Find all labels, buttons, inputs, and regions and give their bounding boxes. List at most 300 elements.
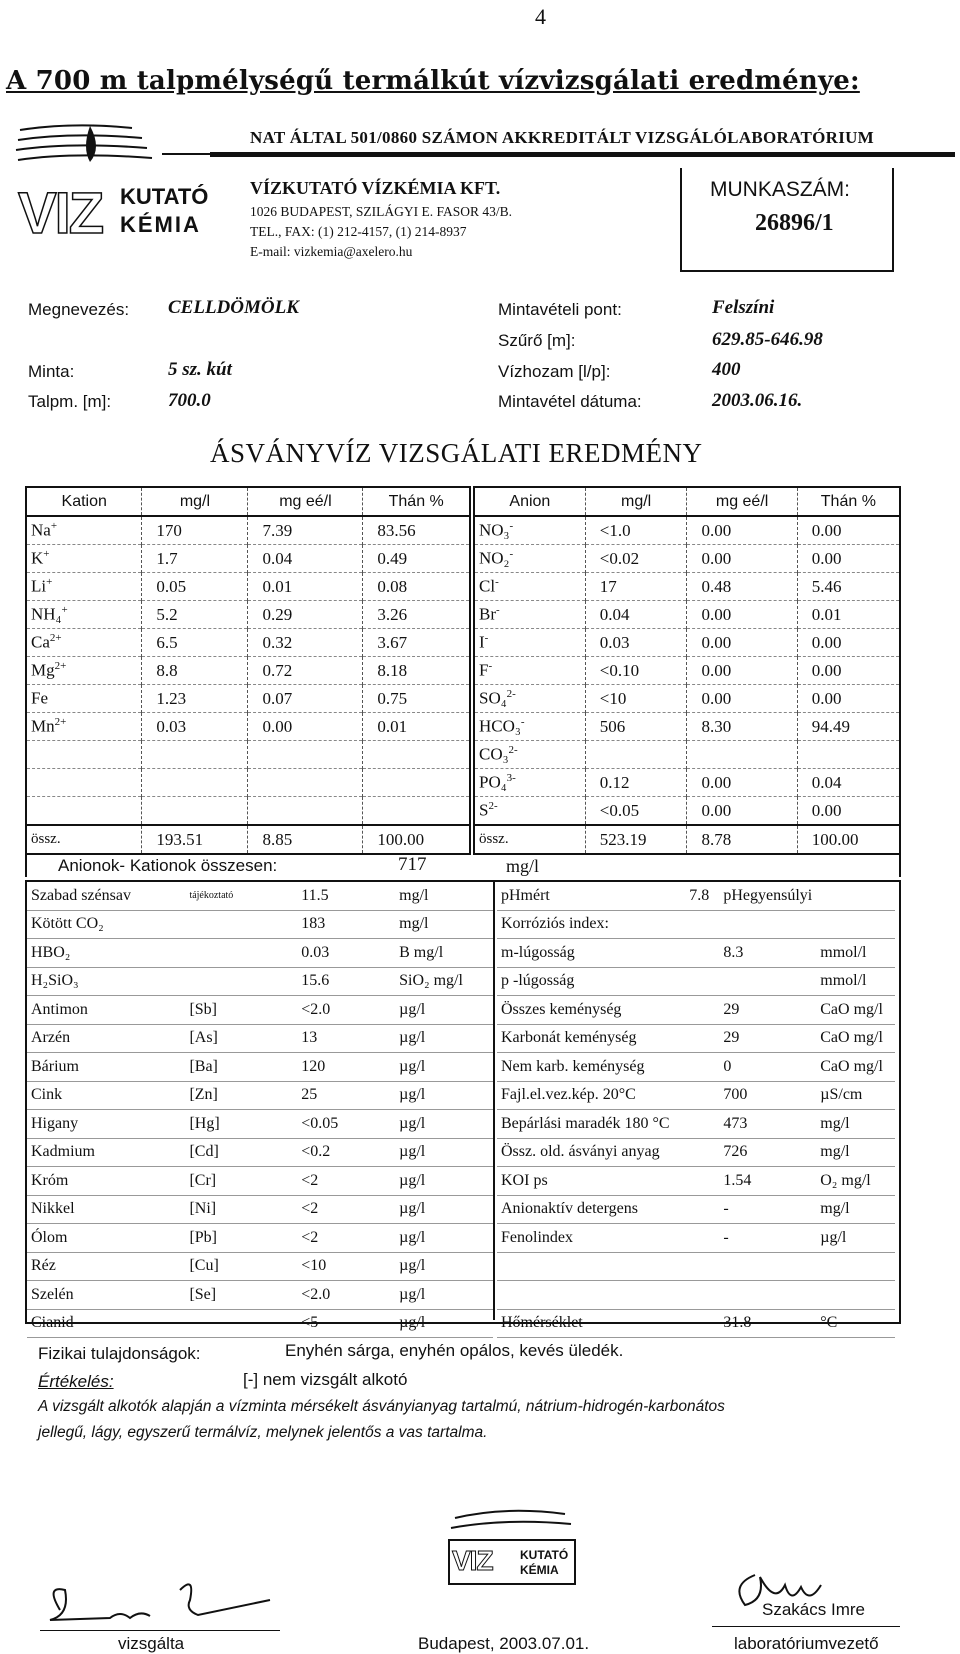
header-cell: Kation — [61, 492, 107, 510]
param-cell: mg/l — [820, 1200, 850, 1218]
ion-cell — [475, 657, 585, 685]
ion-cell — [27, 797, 142, 826]
param-row — [27, 1110, 493, 1139]
param-cell: - — [723, 1200, 729, 1218]
vizhozam-value: 400 — [712, 359, 741, 380]
value-cell: 0.00 — [687, 601, 797, 629]
param-cell: 7.8 — [689, 886, 710, 904]
fizikai-value: Enyhén sárga, enyhén opálos, kevés üledék. — [285, 1341, 624, 1360]
param-cell — [185, 967, 297, 996]
value-cell: 0.01 — [797, 601, 899, 629]
param-cell: °C — [820, 1314, 838, 1332]
ion-charge: - — [495, 576, 499, 589]
param-cell: Cianid — [31, 1314, 74, 1332]
param-cell: 700 — [723, 1086, 748, 1104]
datum-label: Mintavétel dátuma: — [498, 392, 642, 411]
param-cell: Szelén — [31, 1285, 74, 1303]
value-cell — [585, 741, 687, 769]
table-row — [475, 516, 899, 545]
ion-cell — [27, 769, 142, 797]
param-cell — [685, 1053, 719, 1082]
logo-viz: VIZ — [18, 181, 103, 246]
param-cell: Bepárlási maradék 180 °C — [501, 1114, 670, 1132]
value-cell: <10 — [585, 685, 687, 713]
table-row — [27, 769, 469, 797]
param-row — [27, 1081, 493, 1110]
value-cell — [797, 741, 899, 769]
page-number: 4 — [535, 4, 546, 29]
param-cell: pHmért — [501, 886, 550, 904]
param-row — [497, 1024, 895, 1053]
logo-kutato: KUTATÓ — [120, 184, 209, 209]
value-cell: 5.46 — [797, 573, 899, 601]
value-cell: 3.67 — [363, 629, 469, 657]
param-cell: µg/l — [399, 1086, 426, 1104]
value-cell: 0.01 — [248, 573, 363, 601]
param-cell — [497, 1252, 685, 1281]
table-header-row — [475, 488, 899, 516]
company-name: VÍZKUTATÓ VÍZKÉMIA KFT. — [250, 178, 501, 198]
param-row — [27, 1053, 493, 1082]
value-cell: 0.00 — [797, 657, 899, 685]
sum-cell: 193.51 — [142, 825, 248, 853]
param-cell: Fenolindex — [501, 1228, 573, 1246]
value-cell — [363, 797, 469, 826]
param-cell — [685, 1224, 719, 1253]
cation-table — [27, 488, 469, 853]
total-value: 717 — [398, 854, 427, 875]
sum-cell: 523.19 — [585, 825, 687, 853]
head-line — [712, 1626, 900, 1627]
head-role: laboratóriumvezető — [734, 1634, 879, 1653]
param-cell: 15.6 — [301, 972, 330, 990]
value-cell: 0.00 — [797, 516, 899, 545]
szuro-label: Szűrő [m]: — [498, 331, 576, 350]
anion-table — [475, 488, 899, 853]
param-cell: [Ba] — [189, 1057, 218, 1075]
ion-cell — [27, 685, 142, 713]
param-cell: Arzén — [31, 1029, 71, 1047]
left-params-table — [27, 882, 493, 1338]
table-row — [475, 797, 899, 826]
param-row — [497, 882, 895, 910]
value-cell: <0.05 — [585, 797, 687, 826]
value-cell: 0.07 — [248, 685, 363, 713]
ion-charge: + — [43, 548, 50, 561]
table-row — [27, 741, 469, 769]
table-row — [475, 601, 899, 629]
param-row — [497, 910, 895, 939]
header-cell: Anion — [509, 492, 551, 510]
value-cell: 6.5 — [142, 629, 248, 657]
param-cell: mg/l — [820, 1114, 850, 1132]
value-cell: 7.39 — [248, 516, 363, 545]
param-row — [497, 1309, 895, 1338]
table-row — [475, 685, 899, 713]
param-cell: <5 — [301, 1314, 319, 1332]
ion-cell — [475, 685, 585, 713]
value-cell: 1.7 — [142, 545, 248, 573]
value-cell: 0.00 — [687, 797, 797, 826]
value-cell: 0.03 — [142, 713, 248, 741]
param-cell: Cink — [31, 1086, 63, 1104]
param-cell: µg/l — [399, 1000, 426, 1018]
ion-name: S — [479, 800, 489, 820]
param-cell: [Pb] — [189, 1228, 217, 1246]
ion-cell — [475, 545, 585, 573]
param-cell — [719, 910, 816, 939]
value-cell: 0.00 — [797, 685, 899, 713]
param-cell — [816, 882, 895, 910]
table-row — [475, 741, 899, 769]
table-row — [27, 601, 469, 629]
param-cell: µg/l — [399, 1285, 426, 1303]
value-cell: 170 — [142, 516, 248, 545]
evaluation-line-2: jellegű, lágy, egyszerű termálvíz, melynek jelentős a vas tartalma. — [38, 1424, 488, 1441]
param-cell: CaO mg/l — [820, 1000, 883, 1018]
value-cell: 0.72 — [248, 657, 363, 685]
value-cell: 0.29 — [248, 601, 363, 629]
ion-charge: 2+ — [49, 632, 62, 645]
param-cell: mg/l — [820, 1143, 850, 1161]
value-cell: 0.75 — [363, 685, 469, 713]
value-cell — [248, 741, 363, 769]
param-cell — [816, 1281, 895, 1310]
param-row — [497, 1110, 895, 1139]
table-row — [27, 713, 469, 741]
value-cell — [248, 797, 363, 826]
param-cell: [Cd] — [189, 1143, 219, 1161]
stamp-kutato: KUTATÓ — [520, 1548, 569, 1562]
param-cell: µg/l — [399, 1057, 426, 1075]
value-cell: 94.49 — [797, 713, 899, 741]
param-cell: Szabad szénsav — [31, 886, 131, 904]
table-row — [27, 685, 469, 713]
param-cell: <2.0 — [301, 1285, 331, 1303]
param-cell — [719, 1252, 816, 1281]
value-cell: 8.30 — [687, 713, 797, 741]
param-cell: µg/l — [399, 1114, 426, 1132]
param-cell: B mg/l — [399, 943, 444, 961]
ertekeles-label: Értékelés: — [38, 1372, 114, 1391]
section-title: ÁSVÁNYVÍZ VIZSGÁLATI EREDMÉNY — [210, 438, 703, 468]
param-cell — [185, 939, 297, 968]
param-cell: 25 — [301, 1086, 318, 1104]
param-row — [497, 1224, 895, 1253]
param-row — [27, 1167, 493, 1196]
param-cell: 8.3 — [723, 943, 744, 961]
param-cell: SiO₂ mg/l — [399, 972, 463, 990]
ion-cell — [27, 545, 142, 573]
legend-note: [-] nem vizsgált alkotó — [243, 1370, 408, 1389]
ion-cell — [27, 657, 142, 685]
param-cell: 473 — [723, 1114, 748, 1132]
sum-cell: 8.85 — [248, 825, 363, 853]
total-label: Anionok- Kationok összesen: — [58, 856, 278, 875]
value-cell: <0.10 — [585, 657, 687, 685]
param-row — [497, 996, 895, 1025]
ion-charge: - — [509, 520, 514, 533]
value-cell: 506 — [585, 713, 687, 741]
param-cell: [Cr] — [189, 1171, 217, 1189]
ion-name: NO₃ — [479, 520, 510, 540]
sum-cell: 8.78 — [687, 825, 797, 853]
sum-cell: 100.00 — [363, 825, 469, 853]
param-cell: µg/l — [399, 1257, 426, 1275]
ion-name: Ca — [31, 632, 50, 652]
param-cell: mg/l — [399, 886, 429, 904]
value-cell — [687, 741, 797, 769]
header-cell: Thán % — [797, 488, 899, 516]
param-cell: 29 — [723, 1029, 740, 1047]
value-cell: 0.00 — [687, 657, 797, 685]
megnevezes-label: Megnevezés: — [28, 300, 130, 319]
params-divider — [493, 880, 495, 1320]
param-row — [497, 1281, 895, 1310]
stamp-kemia: KÉMIA — [520, 1563, 559, 1577]
logo-kemia: KÉMIA — [120, 212, 201, 237]
value-cell: 0.00 — [797, 797, 899, 826]
value-cell: 0.00 — [687, 516, 797, 545]
mintaveteli-label: Mintavételi pont: — [498, 300, 622, 319]
city-date: Budapest, 2003.07.01. — [418, 1634, 590, 1653]
page-title: A 700 m talpmélységű termálkút vízvizsgálati eredménye: — [6, 66, 860, 96]
value-cell: 0.00 — [797, 629, 899, 657]
param-row — [497, 1195, 895, 1224]
value-cell: 0.01 — [363, 713, 469, 741]
param-cell: m-lúgosság — [501, 943, 575, 961]
param-cell: µg/l — [399, 1314, 426, 1332]
param-cell — [685, 1138, 719, 1167]
ion-charge: + — [46, 576, 53, 589]
value-cell: 1.23 — [142, 685, 248, 713]
param-cell: <10 — [301, 1257, 327, 1275]
param-cell — [185, 910, 297, 939]
param-cell — [685, 1309, 719, 1338]
ion-charge: 2- — [508, 744, 518, 757]
value-cell — [363, 769, 469, 797]
work-number-label: MUNKASZÁM: — [710, 178, 851, 201]
param-cell: µg/l — [399, 1200, 426, 1218]
value-cell: 0.08 — [363, 573, 469, 601]
param-cell: Antimon — [31, 1000, 88, 1018]
megnevezes-value: CELLDÖMÖLK — [168, 297, 299, 318]
table-row — [475, 713, 899, 741]
param-cell: Anionaktív detergens — [501, 1200, 639, 1218]
table-header-row — [27, 488, 469, 516]
header-cell: mg eé/l — [687, 488, 797, 516]
ion-name: F — [479, 660, 489, 680]
ion-cell — [475, 769, 585, 797]
param-cell: Korróziós index: — [501, 915, 609, 933]
table-row — [27, 797, 469, 826]
evaluation-line-1: A vizsgált alkotók alapján a vízminta mérsékelt ásványianyag tartalmú, nátrium-hidrogén-karbonátos — [38, 1398, 725, 1415]
param-cell: <0.2 — [301, 1143, 331, 1161]
sum-cell: össz. — [31, 831, 61, 847]
sum-cell: össz. — [479, 831, 509, 847]
param-cell: [Cu] — [189, 1257, 219, 1275]
table-row — [475, 545, 899, 573]
param-row — [27, 1024, 493, 1053]
ion-charge: - — [488, 660, 493, 673]
value-cell: 0.49 — [363, 545, 469, 573]
param-cell: 1.54 — [723, 1171, 752, 1189]
param-row — [27, 1195, 493, 1224]
param-cell: <2.0 — [301, 1000, 331, 1018]
param-cell: µg/l — [399, 1029, 426, 1047]
company-email: E-mail: vizkemia@axelero.hu — [250, 244, 413, 259]
ion-name: I — [479, 632, 485, 652]
stamp-viz: VIZ — [452, 1545, 493, 1576]
param-cell: Összes keménység — [501, 1000, 622, 1018]
ion-name: Br — [479, 604, 496, 624]
value-cell: 0.00 — [687, 629, 797, 657]
param-cell: HBO₂ — [31, 943, 71, 961]
param-cell: 31.8 — [723, 1314, 752, 1332]
param-cell — [685, 1081, 719, 1110]
value-cell: 0.00 — [687, 685, 797, 713]
total-unit: mg/l — [506, 856, 540, 876]
datum-value: 2003.06.16. — [712, 390, 803, 411]
param-cell: Össz. old. ásványi anyag — [501, 1143, 660, 1161]
param-row — [27, 939, 493, 968]
param-cell: Ólom — [31, 1228, 68, 1246]
param-cell: Bárium — [31, 1057, 79, 1075]
param-cell: <2 — [301, 1228, 319, 1246]
header-cell: mg eé/l — [248, 488, 363, 516]
param-cell — [685, 939, 719, 968]
param-row — [27, 1138, 493, 1167]
param-cell — [719, 967, 816, 996]
header-cell: Thán % — [363, 488, 469, 516]
work-number: 26896/1 — [755, 210, 834, 236]
param-cell: 183 — [301, 915, 326, 933]
value-cell: 0.12 — [585, 769, 687, 797]
ion-name: Mg — [31, 660, 55, 680]
param-row — [27, 1224, 493, 1253]
param-cell: <2 — [301, 1171, 319, 1189]
ion-charge: 2- — [488, 800, 498, 813]
param-cell: KOI ps — [501, 1171, 548, 1189]
ion-cell — [475, 797, 585, 826]
ion-charge: - — [484, 632, 489, 645]
value-cell — [142, 797, 248, 826]
param-cell: 726 — [723, 1143, 748, 1161]
param-row — [497, 939, 895, 968]
param-cell: tájékoztató — [189, 890, 234, 902]
ion-cell — [475, 601, 585, 629]
examiner-caption: vizsgálta — [118, 1634, 185, 1653]
table-row — [27, 516, 469, 545]
value-cell: 0.05 — [142, 573, 248, 601]
sum-row — [475, 825, 899, 853]
value-cell — [248, 769, 363, 797]
param-row — [27, 996, 493, 1025]
param-cell: mmol/l — [820, 972, 867, 990]
table-row — [27, 657, 469, 685]
table-row — [27, 573, 469, 601]
param-cell: 0.03 — [301, 943, 330, 961]
param-cell: Nem karb. keménység — [501, 1057, 645, 1075]
param-cell: µg/l — [399, 1171, 426, 1189]
param-cell: [Se] — [189, 1285, 217, 1303]
param-cell — [685, 1195, 719, 1224]
param-cell: [As] — [189, 1029, 218, 1047]
param-cell — [685, 910, 719, 939]
ion-cell — [475, 573, 585, 601]
param-cell — [685, 1252, 719, 1281]
param-cell — [685, 996, 719, 1025]
param-cell — [185, 1309, 297, 1338]
param-cell: [Ni] — [189, 1200, 217, 1218]
table-row — [27, 545, 469, 573]
param-cell: mg/l — [399, 915, 429, 933]
param-cell: Fajl.el.vez.kép. 20°C — [501, 1086, 636, 1104]
table-row — [475, 573, 899, 601]
param-cell: µg/l — [399, 1228, 426, 1246]
ion-name: Mn — [31, 716, 55, 736]
param-cell: Réz — [31, 1257, 56, 1275]
param-row — [27, 1309, 493, 1338]
param-cell — [497, 1281, 685, 1310]
param-cell: H₂SiO₃ — [31, 972, 79, 990]
examiner-line — [40, 1630, 280, 1631]
param-cell: Karbonát keménység — [501, 1029, 637, 1047]
param-cell — [685, 1281, 719, 1310]
param-row — [27, 882, 493, 910]
param-cell: Hőmérséklet — [501, 1314, 583, 1332]
ion-name: PO₄ — [479, 772, 507, 792]
param-cell: 0 — [723, 1057, 732, 1075]
param-cell: 11.5 — [301, 886, 329, 904]
param-cell — [816, 910, 895, 939]
param-cell — [685, 1167, 719, 1196]
value-cell: 0.00 — [687, 545, 797, 573]
ion-cell — [27, 713, 142, 741]
anion-table-frame — [473, 486, 901, 855]
param-row — [497, 1081, 895, 1110]
ion-charge: 2+ — [54, 660, 67, 673]
param-cell: Kötött CO₂ — [31, 915, 104, 933]
sum-row — [27, 825, 469, 853]
param-cell: 120 — [301, 1057, 326, 1075]
mintaveteli-value: Felszíni — [712, 297, 775, 318]
value-cell: 0.04 — [797, 769, 899, 797]
param-cell: Króm — [31, 1171, 69, 1189]
param-cell: mmol/l — [820, 943, 867, 961]
value-cell — [142, 769, 248, 797]
header-cell: mg/l — [585, 488, 687, 516]
value-cell: 0.04 — [585, 601, 687, 629]
ion-charge: - — [520, 716, 525, 729]
ion-charge: 3- — [506, 772, 516, 785]
table-row — [27, 629, 469, 657]
param-row — [497, 967, 895, 996]
cation-table-frame — [25, 486, 471, 855]
talpm-label: Talpm. [m]: — [28, 392, 112, 411]
param-row — [27, 1252, 493, 1281]
ion-name: CO₃ — [479, 744, 509, 764]
ion-name: SO₄ — [479, 688, 507, 708]
param-cell: CaO mg/l — [820, 1029, 883, 1047]
value-cell: 3.26 — [363, 601, 469, 629]
ion-charge: 2+ — [54, 716, 67, 729]
param-cell: pHegyensúlyi — [723, 886, 813, 904]
company-phone: TEL., FAX: (1) 212-4157, (1) 214-8937 — [250, 224, 467, 239]
ion-cell — [27, 516, 142, 545]
ion-cell — [475, 629, 585, 657]
fizikai-label: Fizikai tulajdonságok: — [38, 1344, 201, 1363]
